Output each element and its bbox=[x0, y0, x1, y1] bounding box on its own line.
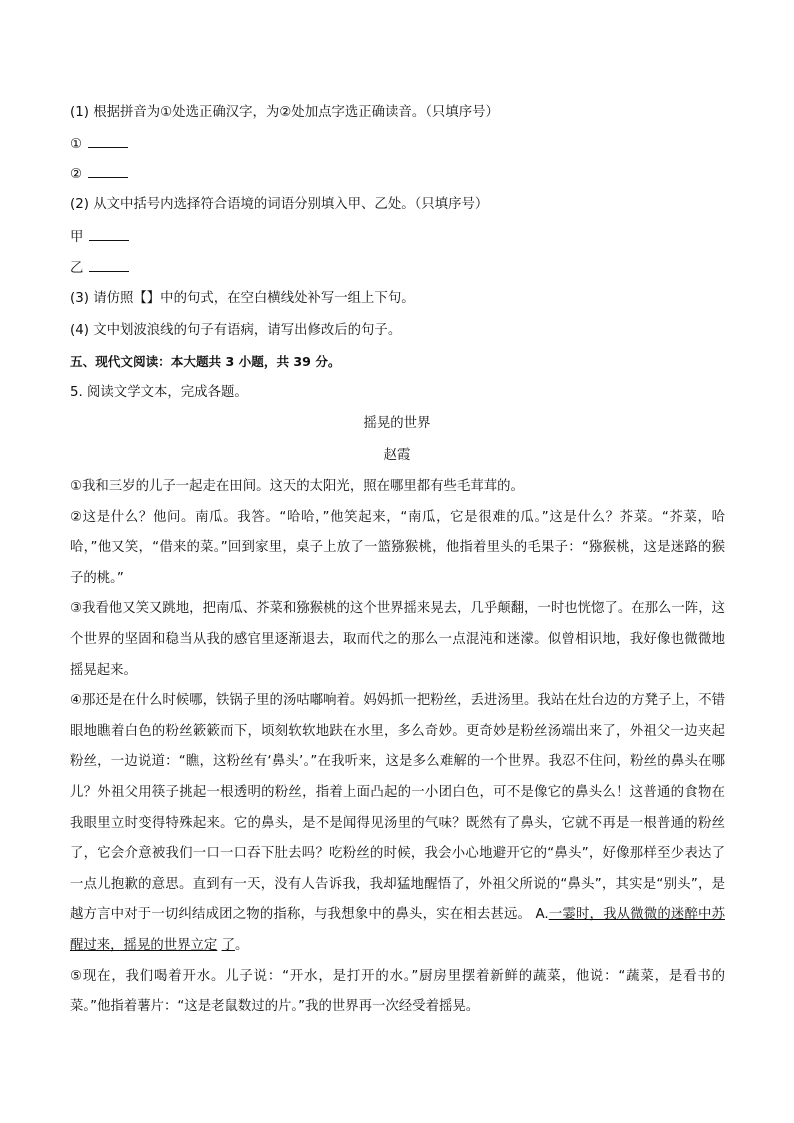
sentence-marker: A. bbox=[531, 907, 549, 923]
question-2-text: (2) 从文中括号内选择符合语境的词语分别填入甲、乙处。（只填序号） bbox=[70, 197, 489, 212]
answer-label-4: 乙 bbox=[70, 261, 84, 276]
paragraph-5: ⑤现在，我们喝着开水。儿子说：“开水，是打开的水。”厨房里摆着新鲜的蔬菜，他说：“蔬菜，是看书的菜。”他指着薯片：“这是老鼠数过的片。”我的世界再一次经受着摇晃。 bbox=[70, 968, 725, 1015]
answer-line-2 bbox=[70, 165, 128, 185]
answer-blank-4[interactable] bbox=[89, 259, 129, 272]
answer-line-4 bbox=[70, 259, 129, 279]
answer-label-2: ② bbox=[70, 167, 83, 182]
underlined-sentence: 一霎时，我从微微的迷醉中苏醒过来，摇晃的世界立定 bbox=[70, 907, 725, 953]
question-5-prompt: 5. 阅读文学文本，完成各题。 bbox=[70, 385, 248, 400]
article-title: 摇晃的世界 bbox=[363, 416, 431, 431]
answer-blank-3[interactable] bbox=[89, 228, 129, 241]
paragraph-1: ①我和三岁的儿子一起走在田间。这天的太阳光，照在哪里都有些毛茸茸的。 bbox=[70, 479, 524, 494]
section-heading: 五、现代文阅读：本大题共 3 小题，共 39 分。 bbox=[70, 354, 341, 369]
answer-line-1 bbox=[70, 135, 128, 155]
answer-blank-1[interactable] bbox=[88, 135, 128, 148]
answer-blank-2[interactable] bbox=[88, 165, 128, 178]
answer-label-3: 甲 bbox=[70, 230, 84, 245]
paragraph-4 bbox=[70, 686, 725, 961]
article-body bbox=[70, 472, 725, 1023]
question-4-text: (4) 文中划波浪线的句子有语病，请写出修改后的句子。 bbox=[70, 323, 402, 338]
question-3-text: (3) 请仿照【】中的句式，在空白横线处补写一组上下句。 bbox=[70, 291, 415, 306]
answer-line-3 bbox=[70, 228, 129, 248]
paragraph-2: ②这是什么？他问。南瓜。我答。“哈哈，”他笑起来，“南瓜，它是很难的瓜。”这是什么？芥菜。“芥菜，哈哈，”他又笑，“借来的菜。”回到家里，桌子上放了一篮猕猴桃，他指着里头的毛果子：“猕猴桃，这是迷路的猴子的桃。” bbox=[70, 509, 725, 586]
article-author: 赵霞 bbox=[383, 448, 411, 463]
paragraph-4-main: ④那还是在什么时候哪，铁锅子里的汤咕嘟响着。妈妈抓一把粉丝，丢进汤里。我站在灶台边的方凳子上，不错眼地瞧着白色的粉丝簌簌而下，顷刻软软地趺在水里，多么奇妙。更奇妙是粉丝汤端出来了，外祖父一边夹起粉丝，一边说道：“瞧，这粉丝有‘鼻头’。”在我听来，这是多么难解的一个世界。我忍不住问，粉丝的鼻头在哪儿？外祖父用筷子挑起一根透明的粉丝，指着上面凸起的一小团白色，可不是像它的鼻头么！这普通的食物在我眼里立时变得特殊起来。它的鼻头，是不是闻得见汤里的气味？既然有了鼻头，它就不再是一根普通的粉丝了，它会介意被我们一口一口吞下肚去吗？吃粉丝的时候，我会小心地避开它的“鼻头”，好像那样至少表达了一点儿抱歉的意思。直到有一天，没有人告诉我，我却猛地醒悟了，外祖父所说的“鼻头”，其实是“别头”，是越方言中对于一切纠结成团之物的指称，与我想象中的鼻头，实在相去甚远。 bbox=[70, 693, 725, 923]
answer-label-1: ① bbox=[70, 137, 83, 152]
underlined-end: 了 bbox=[221, 937, 235, 953]
paragraph-3: ③我看他又笑又跳地，把南瓜、芥菜和猕猴桃的这个世界摇来晃去，几乎颠翻，一时也恍惚了。在那么一阵，这个世界的坚固和稳当从我的感官里逐渐退去，取而代之的那么一点混沌和迷濛。似曾相识地，我好像也微微地摇晃起来。 bbox=[70, 601, 725, 678]
paragraph-4-period: 。 bbox=[234, 937, 249, 953]
question-1-text: (1) 根据拼音为①处选正确汉字，为②处加点字选正确读音。（只填序号） bbox=[70, 105, 499, 120]
